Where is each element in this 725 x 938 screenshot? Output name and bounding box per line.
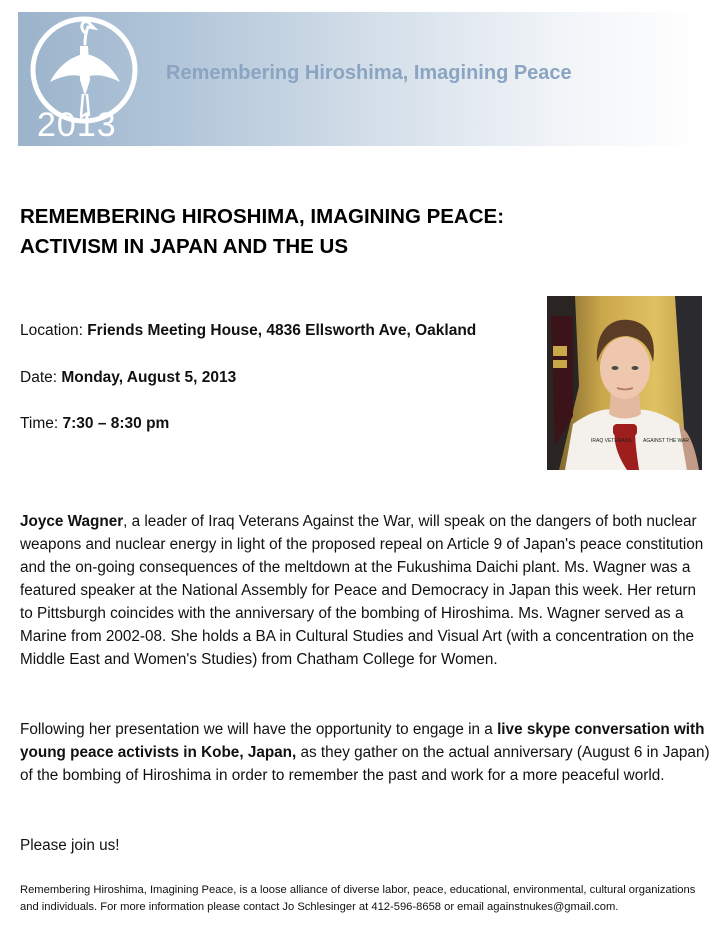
- shirt-text-line2: AGAINST THE WAR: [643, 438, 690, 444]
- date-value: Monday, August 5, 2013: [61, 369, 237, 386]
- location-label: Location:: [20, 322, 88, 339]
- speaker-name: Joyce Wagner: [20, 513, 124, 530]
- page-title-line1: REMEMBERING HIROSHIMA, IMAGINING PEACE:: [20, 205, 505, 228]
- join-us-text: Please join us!: [20, 837, 120, 854]
- event-date: [20, 369, 236, 387]
- date-label: Date:: [20, 369, 62, 386]
- page-title-line2: ACTIVISM IN JAPAN AND THE US: [20, 235, 349, 258]
- event-time: [20, 415, 169, 433]
- skype-highlight: live skype conversation with young peace activists in Kobe, Japan,: [20, 721, 705, 761]
- time-value: 7:30 – 8:30 pm: [62, 415, 170, 432]
- skype-text-a: Following her presentation we will have the opportunity to engage in a: [20, 721, 498, 738]
- event-location: [20, 322, 476, 340]
- speaker-bio-text: , a leader of Iraq Veterans Against the War, will speak on the dangers of both nuclear weapons and nuclear energy in light of the proposed repeal on Article 9 of Japan's peace constitution and the on-going consequences of the meltdown at the Fukushima Daichi plant. Ms. Wagner was a featured speaker at the National Assembly for Peace and Democracy in Japan this week. Her return to Pittsburgh coincides with the anniversary of the bombing of Hiroshima. Ms. Wagner served as a Marine from 2002-08. She holds a BA in Cultural Studies and Visual Art (with a concentration on the Middle East and Women's Studies) from Chatham College for Women.: [20, 513, 704, 668]
- skype-paragraph: [20, 718, 710, 787]
- speaker-photo: [547, 296, 702, 470]
- footer-note: Remembering Hiroshima, Imagining Peace, is a loose alliance of diverse labor, peace, educational, environmental, cultural organizations and individuals. For more information please contact Jo Schlesinger at 412-596-8658 or email againstnukes@gmail.com.: [20, 884, 696, 913]
- location-value: Friends Meeting House, 4836 Ellsworth Ave, Oakland: [87, 322, 477, 339]
- speaker-bio-paragraph: [20, 510, 710, 671]
- logo-year: 2013: [37, 106, 117, 144]
- shirt-text-line1: IRAQ VETERANS: [591, 438, 632, 444]
- page-title: [20, 202, 620, 262]
- time-label: Time:: [20, 415, 63, 432]
- skype-text-b: as they gather on the actual anniversary (August 6 in Japan) of the bombing of Hiroshima in order to remember the past and work for a more peaceful world.: [20, 744, 710, 784]
- banner-title: Remembering Hiroshima, Imagining Peace: [166, 62, 572, 84]
